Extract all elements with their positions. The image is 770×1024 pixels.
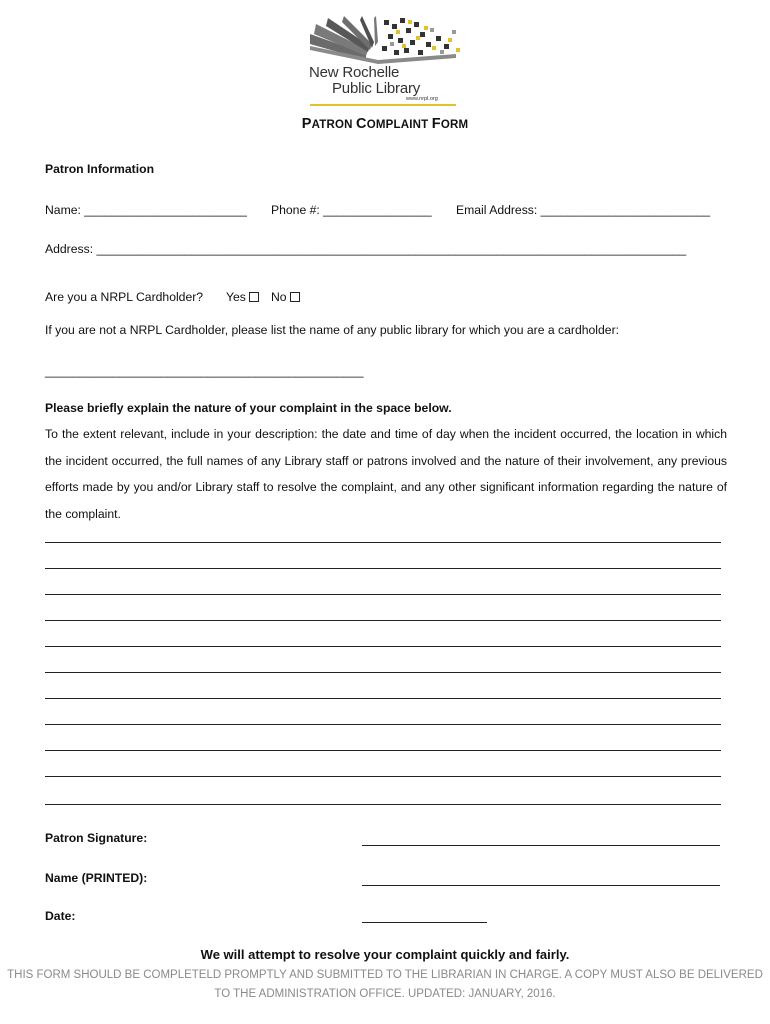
section-heading: Patron Information: [45, 162, 155, 176]
yes-label: Yes: [226, 290, 246, 304]
checkbox-icon[interactable]: [249, 292, 259, 302]
phone-field[interactable]: Phone #: ________________: [271, 203, 432, 217]
complaint-line[interactable]: [45, 724, 721, 725]
logo-url: www.nrpl.org: [406, 96, 438, 102]
logo-rule: [310, 104, 456, 106]
printed-name-line[interactable]: [362, 885, 720, 886]
complaint-line[interactable]: [45, 646, 721, 647]
logo-line-2: Public Library: [332, 80, 421, 97]
footer-statement: We will attempt to resolve your complaint quickly and fairly.: [200, 947, 570, 962]
date-label: Date:: [45, 909, 76, 923]
page-title: PATRON COMPLAINT FORM: [301, 116, 469, 132]
footer-note: THIS FORM SHOULD BE COMPLETELD PROMPTLY AND SUBMITTED TO THE LIBRARIAN IN CHARGE. A COPY MUST ALSO BE DELIVERED TO THE ADMINISTRATION OFFICE. UPDATED: JANUARY, 2016.: [7, 969, 763, 1000]
checkbox-icon[interactable]: [290, 292, 300, 302]
email-field[interactable]: Email Address: _________________________: [456, 203, 711, 217]
complaint-line[interactable]: [45, 542, 721, 543]
complaint-line[interactable]: [45, 776, 721, 777]
name-field[interactable]: Name: ________________________: [45, 203, 247, 217]
complaint-line[interactable]: [45, 672, 721, 673]
complaint-line[interactable]: [45, 750, 721, 751]
signature-label: Patron Signature:: [45, 831, 148, 845]
date-line[interactable]: [362, 922, 487, 923]
no-option[interactable]: [271, 290, 300, 304]
complaint-line[interactable]: [45, 568, 721, 569]
complaint-line[interactable]: [45, 620, 721, 621]
complaint-instructions: To the extent relevant, include in your description: the date and time of day when the incident occurred, the location in which the incident occurred, the full names of any Library staff or patrons involved and the nature of their involvement, any previous efforts made by you and/or Library staff to resolve the complaint, and any other significant information regarding the nature of the complaint.: [45, 427, 727, 521]
complaint-heading: Please briefly explain the nature of your complaint in the space below.: [45, 401, 452, 415]
complaint-line[interactable]: [45, 698, 721, 699]
yes-option[interactable]: [226, 290, 259, 304]
signature-line[interactable]: [362, 845, 720, 846]
no-label: No: [271, 290, 287, 304]
not-cardholder-text: If you are not a NRPL Cardholder, please list the name of any public library for which you are a cardholder:: [45, 323, 620, 337]
library-name-field[interactable]: _______________________________________________: [45, 364, 364, 378]
logo-line-1: New Rochelle: [309, 64, 400, 81]
address-field[interactable]: Address: _______________________________________________________________________________________: [45, 242, 687, 256]
complaint-line[interactable]: [45, 594, 721, 595]
complaint-line[interactable]: [45, 804, 721, 805]
printed-name-label: Name (PRINTED):: [45, 871, 148, 885]
cardholder-question: Are you a NRPL Cardholder?: [45, 290, 204, 304]
